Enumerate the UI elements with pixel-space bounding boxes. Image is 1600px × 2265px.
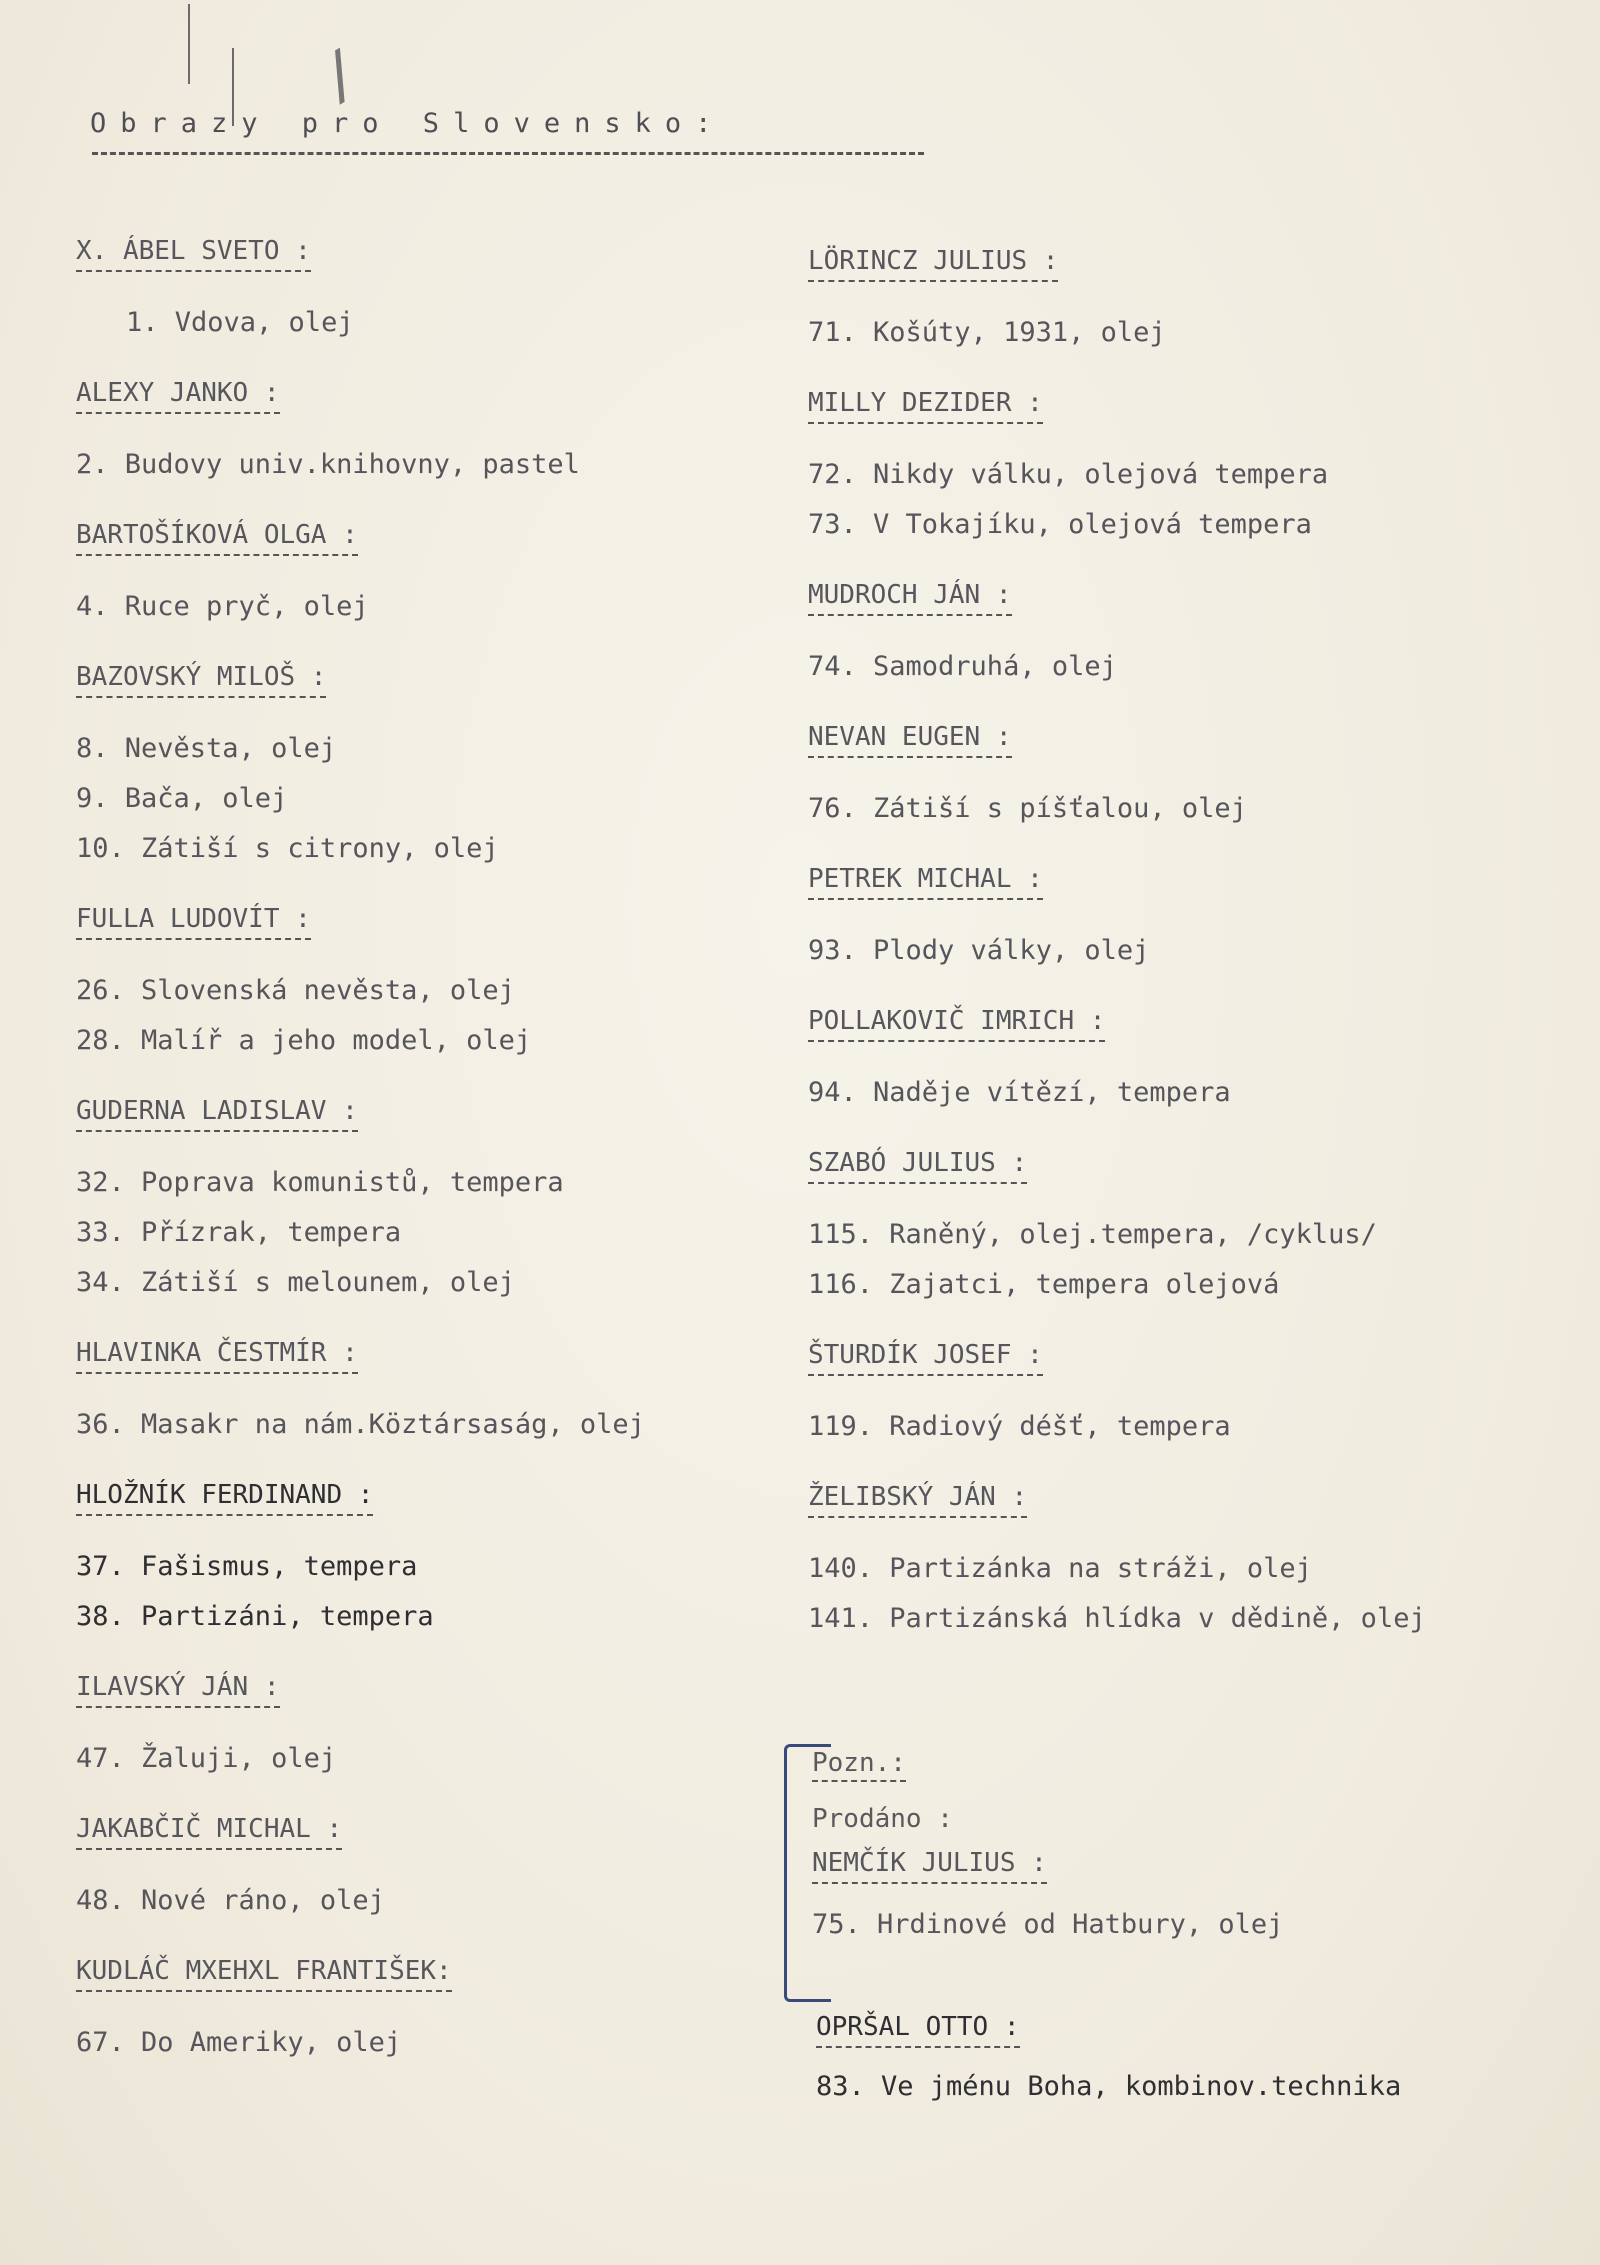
artist-name: SZABÓ JULIUS : <box>808 1148 1027 1184</box>
work-item: 36. Masakr na nám.Köztársaság, olej <box>76 1409 645 1440</box>
artist-name: NEVAN EUGEN : <box>808 722 1012 758</box>
artist-entry <box>808 1006 1568 1118</box>
artist-entry <box>76 662 776 874</box>
work-item: 32. Poprava komunistů, tempera <box>76 1167 564 1198</box>
artist-name: PETREK MICHAL : <box>808 864 1043 900</box>
work-item: 37. Fašismus, tempera <box>76 1551 418 1582</box>
artist-entry <box>808 1340 1568 1452</box>
artist-entry <box>76 520 776 632</box>
work-item: 74. Samodruhá, olej <box>808 651 1117 682</box>
artist-entry <box>808 580 1568 692</box>
artist-name: OPRŠAL OTTO : <box>816 2012 1020 2048</box>
artist-name: NEMČÍK JULIUS : <box>812 1848 1047 1884</box>
sold-label: Prodáno : <box>812 1804 953 1834</box>
work-item: 4. Ruce pryč, olej <box>76 591 369 622</box>
artist-entry <box>76 236 776 348</box>
artist-entry <box>76 1956 776 2068</box>
artist-entry <box>76 1480 776 1642</box>
artist-name: X. ÁBEL SVETO : <box>76 236 311 272</box>
work-item: 75. Hrdinové od Hatbury, olej <box>812 1909 1284 1940</box>
work-item: 2. Budovy univ.knihovny, pastel <box>76 449 580 480</box>
artist-entry <box>76 904 776 1066</box>
work-item: 67. Do Ameriky, olej <box>76 2027 402 2058</box>
artist-name: POLLAKOVIČ IMRICH : <box>808 1006 1105 1042</box>
artist-entry <box>76 1096 776 1308</box>
work-item: 73. V Tokajíku, olejová tempera <box>808 509 1312 540</box>
artist-entry <box>76 1672 776 1784</box>
note-block <box>812 1748 1572 1950</box>
artist-name: BAZOVSKÝ MILOŠ : <box>76 662 326 698</box>
note-label: Pozn.: <box>812 1748 906 1782</box>
artist-entry <box>808 1148 1568 1310</box>
artist-entry <box>808 1482 1568 1644</box>
artist-name: HLOŽNÍK FERDINAND : <box>76 1480 373 1516</box>
work-item: 72. Nikdy válku, olejová tempera <box>808 459 1329 490</box>
work-item: 115. Raněný, olej.tempera, /cyklus/ <box>808 1219 1377 1250</box>
title-underline <box>92 152 924 155</box>
work-item: 47. Žaluji, olej <box>76 1743 337 1774</box>
work-item: 76. Zátiší s píšťalou, olej <box>808 793 1247 824</box>
artist-name: HLAVINKA ČESTMÍR : <box>76 1338 358 1374</box>
work-item: 94. Naděje vítězí, tempera <box>808 1077 1231 1108</box>
artist-name: ŠTURDÍK JOSEF : <box>808 1340 1043 1376</box>
work-item: 1. Vdova, olej <box>126 307 354 338</box>
work-item: 71. Košúty, 1931, olej <box>808 317 1166 348</box>
artist-entry <box>808 864 1568 976</box>
work-item: 8. Nevěsta, olej <box>76 733 337 764</box>
artist-entry <box>816 2012 1576 2112</box>
artist-entry <box>76 378 776 490</box>
work-item: 93. Plody války, olej <box>808 935 1150 966</box>
work-item: 83. Ve jménu Boha, kombinov.technika <box>816 2071 1402 2102</box>
work-item: 48. Nové ráno, olej <box>76 1885 385 1916</box>
artist-name: ALEXY JANKO : <box>76 378 280 414</box>
work-item: 141. Partizánská hlídka v dědině, olej <box>808 1603 1426 1634</box>
artist-name: MILLY DEZIDER : <box>808 388 1043 424</box>
work-item: 34. Zátiší s melounem, olej <box>76 1267 515 1298</box>
artist-name: ILAVSKÝ JÁN : <box>76 1672 280 1708</box>
artist-entry <box>808 388 1568 550</box>
pencil-mark <box>188 4 190 84</box>
work-item: 38. Partizáni, tempera <box>76 1601 434 1632</box>
artist-name: ŽELIBSKÝ JÁN : <box>808 1482 1027 1518</box>
left-column <box>76 236 776 2098</box>
artist-entry <box>808 722 1568 834</box>
document-title: Obrazy pro Slovensko: <box>90 108 726 139</box>
work-item: 28. Malíř a jeho model, olej <box>76 1025 532 1056</box>
work-item: 10. Zátiší s citrony, olej <box>76 833 499 864</box>
work-item: 33. Přízrak, tempera <box>76 1217 402 1248</box>
artist-name: LÖRINCZ JULIUS : <box>808 246 1058 282</box>
right-column <box>808 246 1568 1674</box>
artist-entry <box>808 246 1568 358</box>
artist-name: FULLA LUDOVÍT : <box>76 904 311 940</box>
work-item: 26. Slovenská nevěsta, olej <box>76 975 515 1006</box>
work-item: 119. Radiový déšť, tempera <box>808 1411 1231 1442</box>
work-item: 140. Partizánka na stráži, olej <box>808 1553 1312 1584</box>
artist-name: GUDERNA LADISLAV : <box>76 1096 358 1132</box>
work-item: 9. Bača, olej <box>76 783 288 814</box>
work-item: 116. Zajatci, tempera olejová <box>808 1269 1280 1300</box>
artist-name: BARTOŠÍKOVÁ OLGA : <box>76 520 358 556</box>
artist-name: JAKABČIČ MICHAL : <box>76 1814 342 1850</box>
pencil-check-mark: / <box>306 35 374 115</box>
artist-entry <box>76 1814 776 1926</box>
artist-name: MUDROCH JÁN : <box>808 580 1012 616</box>
artist-entry <box>76 1338 776 1450</box>
artist-name: KUDLÁČ MXEHXL FRANTIŠEK: <box>76 1956 452 1992</box>
